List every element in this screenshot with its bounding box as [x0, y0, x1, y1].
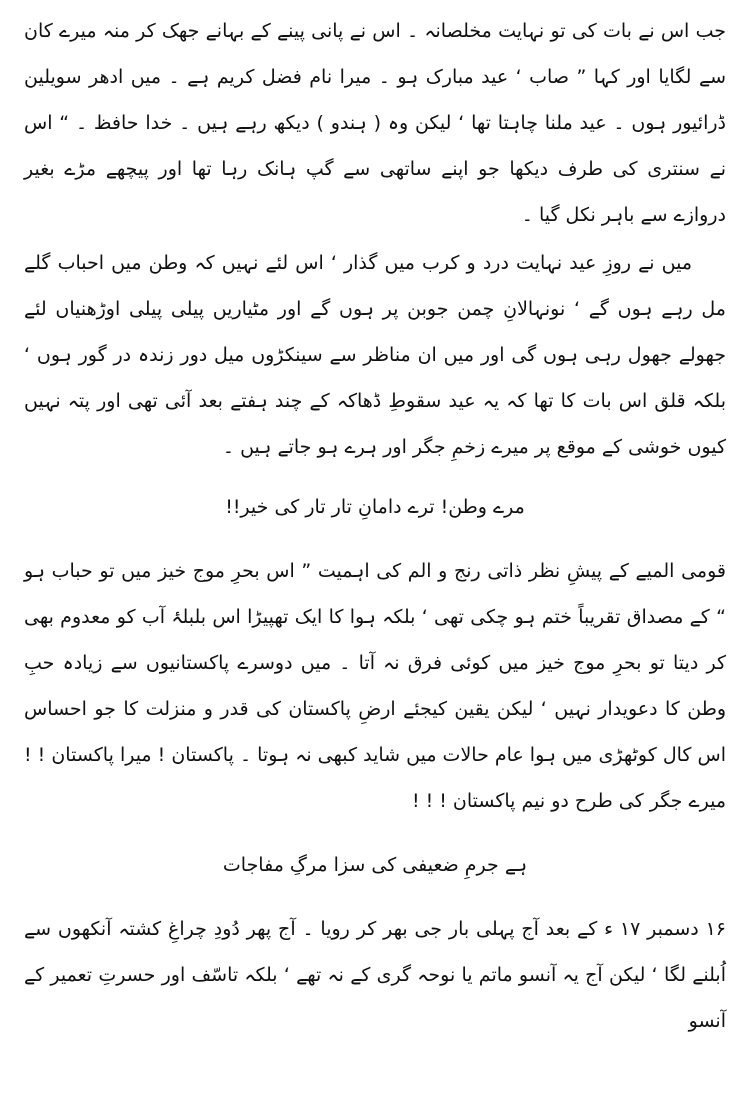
- paragraph-3: قومی المیے کے پیشِ نظر ذاتی رنج و الم کی اہمیت ” اس بحرِ موج خیز میں تو حباب ہو “ کے مصداق تقریباً ختم ہو چکی تھی ‘ بلکہ ہوا کا ایک تھپیڑا اس بلبلۂ آب کو معدوم بھی کر دیتا تو بحرِ موج خیز میں کوئی فرق نہ آتا ۔ میں دوسرے پاکستانیوں سے زیادہ حبِ وطن کا دعویدار نہیں ‘ لیکن یقین کیجئے ارضِ پاکستان کی قدر و منزلت کا جو احساس اس کال کوٹھڑی میں ہوا عام حالات میں شاید کبھی نہ ہوتا ۔ پاکستان ! میرا پاکستان ! ! میرے جگر کی طرح دو نیم پاکستان ! ! !: [24, 560, 726, 812]
- paragraph-2: میں نے روزِ عید نہایت درد و کرب میں گذار ‘ اس لئے نہیں کہ وطن میں احباب گلے مل رہے ہوں گے ‘ نونہالانِ چمن جوبن پر ہوں گے اور مٹیاریں پیلی پیلی اوڑھنیاں لئے جھولے جھول رہی ہوں گی اور میں ان مناظر سے سینکڑوں میل دور زندہ در گور ہوں ‘ بلکہ قلق اس بات کا تھا کہ یہ عید سقوطِ ڈھاکہ کے چند ہفتے بعد آئی تھی اور پتہ نہیں کیوں خوشی کے موقع پر میرے زخمِ جگر اور ہرے ہو جاتے ہیں ۔: [24, 252, 726, 458]
- verse-2: ہے جرمِ ضعیفی کی سزا مرگِ مفاجات: [222, 854, 528, 876]
- verse-1: مرے وطن! ترے دامانِ تار تار کی خیر!!: [225, 496, 525, 518]
- paragraph-4: ۱۶ دسمبر ۱۷ ء کے بعد آج پہلی بار جی بھر کر رویا ۔ آج پھر دُودِ چراغِ کشتہ آنکھوں سے اُبلنے لگا ‘ لیکن آج یہ آنسو ماتم یا نوحہ گری کے نہ تھے ‘ بلکہ تاسّف اور حسرتِ تعمیر کے آنسو: [24, 918, 726, 1032]
- paragraph-1: جب اس نے بات کی تو نہایت مخلصانہ ۔ اس نے پانی پینے کے بہانے جھک کر منہ میرے کان سے لگایا اور کہا ” صاب ‘ عید مبارک ہو ۔ میرا نام فضل کریم ہے ۔ میں ادھر سویلین ڈرائیور ہوں ۔ عید ملنا چاہتا تھا ‘ لیکن وہ ( ہندو ) دیکھ رہے ہیں ۔ خدا حافظ ۔ “ اس نے سنتری کی طرف دیکھا جو اپنے ساتھی سے گپ ہانک رہا تھا اور پیچھے مڑے بغیر دروازے سے باہر نکل گیا ۔: [24, 20, 726, 226]
